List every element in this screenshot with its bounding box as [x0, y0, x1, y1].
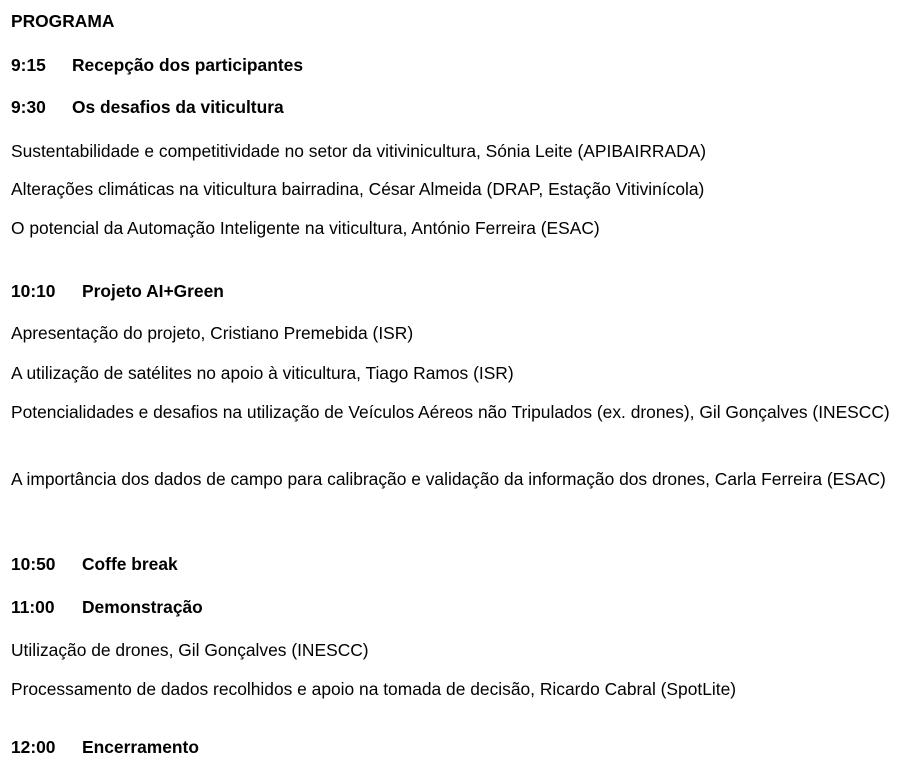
schedule-heading-4: [11, 594, 203, 621]
schedule-title: Recepção dos participantes: [72, 55, 303, 75]
schedule-heading-0: [11, 52, 303, 79]
schedule-title: Projeto AI+Green: [82, 281, 224, 301]
schedule-time: 11:00: [11, 597, 55, 617]
list-item: Sustentabilidade e competitividade no setor da vitivinicultura, Sónia Leite (APIBAIRRADA): [11, 141, 707, 161]
list-item: Processamento de dados recolhidos e apoio na tomada de decisão, Ricardo Cabral (SpotLite): [11, 679, 737, 699]
schedule-time: 9:15: [11, 55, 46, 75]
schedule-title: Encerramento: [82, 737, 199, 757]
list-item: A utilização de satélites no apoio à viticultura, Tiago Ramos (ISR): [11, 363, 514, 383]
schedule-heading-2: [11, 278, 224, 305]
list-item: O potencial da Automação Inteligente na viticultura, António Ferreira (ESAC): [11, 218, 600, 238]
schedule-time: 12:00: [11, 737, 56, 757]
schedule-time: 9:30: [11, 97, 46, 117]
schedule-time: 10:10: [11, 281, 56, 301]
schedule-title: Demonstração: [82, 597, 203, 617]
list-item: A importância dos dados de campo para calibração e validação da informação dos drones, Carla Ferreira (ESAC): [11, 469, 886, 489]
list-item: Potencialidades e desafios na utilização de Veículos Aéreos não Tripulados (ex. drones), Gil Gonçalves (INESCC): [11, 402, 890, 422]
schedule-title: Coffe break: [82, 554, 178, 574]
list-item: Apresentação do projeto, Cristiano Premebida (ISR): [11, 323, 414, 343]
schedule-heading-3: [11, 551, 178, 578]
list-item: Utilização de drones, Gil Gonçalves (INESCC): [11, 640, 369, 660]
schedule-title: Os desafios da viticultura: [72, 97, 284, 117]
page-title: PROGRAMA: [11, 11, 115, 31]
schedule-heading-1: [11, 94, 284, 121]
schedule-heading-5: [11, 734, 199, 761]
schedule-time: 10:50: [11, 554, 56, 574]
list-item: Alterações climáticas na viticultura bairradina, César Almeida (DRAP, Estação Vitivinícola): [11, 179, 705, 199]
